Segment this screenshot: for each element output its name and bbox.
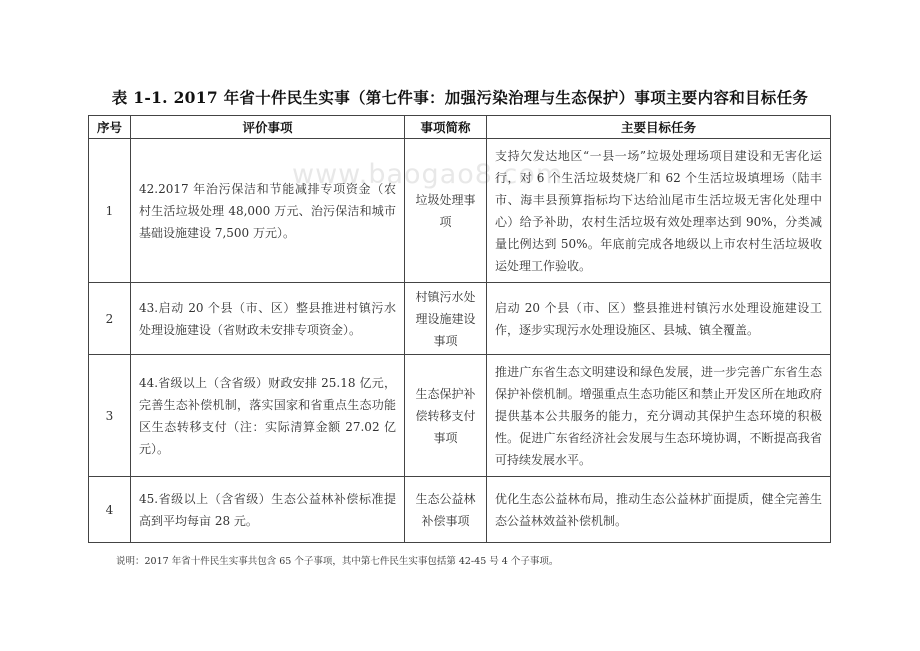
- row-num: 4: [89, 477, 131, 543]
- row-goal: 启动 20 个县（市、区）整县推进村镇污水处理设施建设工作，逐步实现污水处理设施区、县城、镇全覆盖。: [487, 283, 831, 355]
- header-goal: 主要目标任务: [487, 116, 831, 139]
- row-abbr: 生态公益林补偿事项: [405, 477, 487, 543]
- watermark: www.baogao8.com: [292, 159, 564, 190]
- table-title: 表 1-1. 2017 年省十件民生实事（第七件事：加强污染治理与生态保护）事项主要内容和目标任务: [111, 88, 809, 107]
- row-item: 44.省级以上（含省级）财政安排 25.18 亿元，完善生态补偿机制，落实国家和省重点生态功能区生态转移支付（注：实际清算金额 27.02 亿元）。: [131, 355, 405, 477]
- table-note: 说明：2017 年省十件民生实事共包含 65 个子事项，其中第七件民生实事包括第 42-45 号 4 个子事项。: [116, 556, 559, 567]
- row-goal: 推进广东省生态文明建设和绿色发展，进一步完善广东省生态保护补偿机制。增强重点生态功能区和禁止开发区所在地政府提供基本公共服务的能力，充分调动其保护生态环境的积极性。促进广东省经济社会发展与生态环境协调，不断提高我省可持续发展水平。: [487, 355, 831, 477]
- table-header-row: [89, 116, 831, 139]
- row-item: 42.2017 年治污保洁和节能减排专项资金（农村生活垃圾处理 48,000 万元、治污保洁和城市基础设施建设 7,500 万元）。: [131, 139, 405, 283]
- row-num: 2: [89, 283, 131, 355]
- header-item: 评价事项: [131, 116, 405, 139]
- row-abbr: 垃圾处理事项: [405, 139, 487, 283]
- row-abbr: 生态保护补偿转移支付事项: [405, 355, 487, 477]
- table-row: [89, 355, 831, 477]
- header-num: 序号: [89, 116, 131, 139]
- row-item: 45.省级以上（含省级）生态公益林补偿标准提高到平均每亩 28 元。: [131, 477, 405, 543]
- table-row: [89, 139, 831, 283]
- row-abbr: 村镇污水处理设施建设事项: [405, 283, 487, 355]
- row-goal: 支持欠发达地区“一县一场”垃圾处理场项目建设和无害化运行，对 6 个生活垃圾焚烧厂和 62 个生活垃圾填埋场（陆丰市、海丰县预算指标均下达给汕尾市生活垃圾无害化处理中心）给予补助，农村生活垃圾有效处理率达到 90%，分类减量比例达到 50%。年底前完成各地级以上市农村生活垃圾收运处理工作验收。: [487, 139, 831, 283]
- table-row: [89, 283, 831, 355]
- tasks-table: [88, 115, 831, 543]
- header-abbr: 事项简称: [405, 116, 487, 139]
- row-num: 3: [89, 355, 131, 477]
- row-goal: 优化生态公益林布局，推动生态公益林扩面提质，健全完善生态公益林效益补偿机制。: [487, 477, 831, 543]
- row-item: 43.启动 20 个县（市、区）整县推进村镇污水处理设施建设（省财政未安排专项资金）。: [131, 283, 405, 355]
- row-num: 1: [89, 139, 131, 283]
- table-row: [89, 477, 831, 543]
